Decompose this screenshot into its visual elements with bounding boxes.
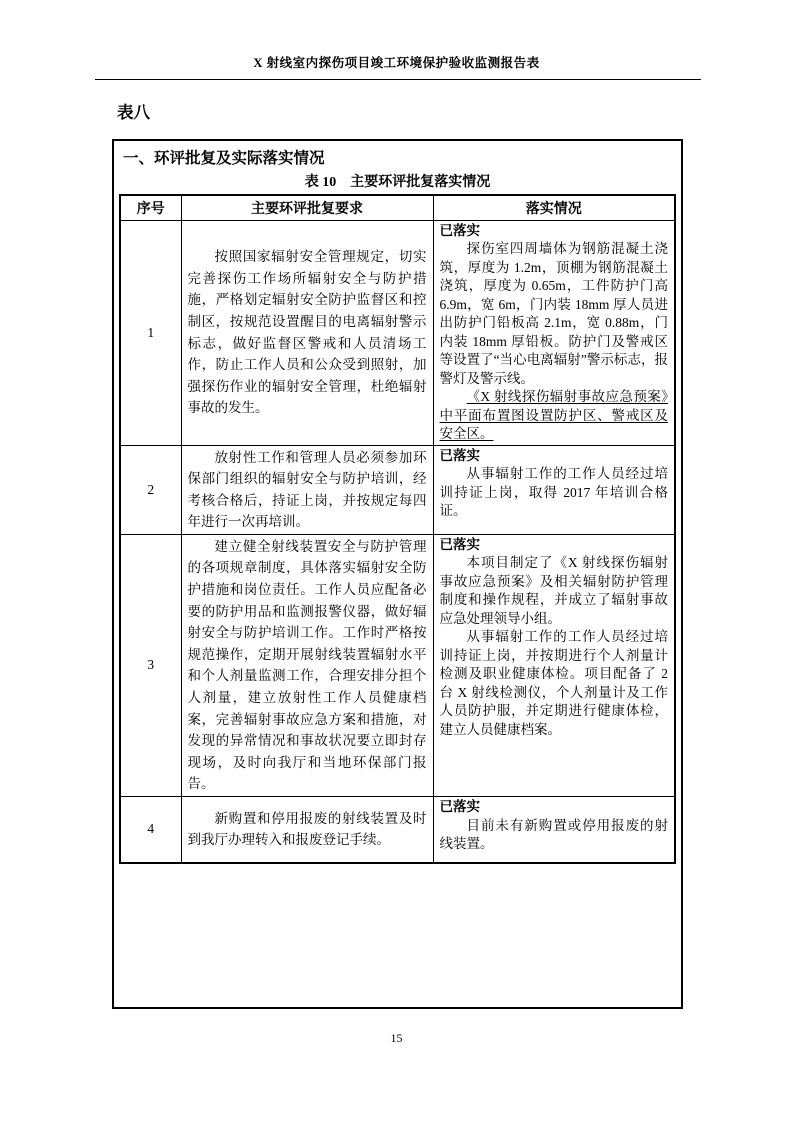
row-number: 2 xyxy=(120,445,181,534)
table-row xyxy=(120,445,675,534)
table-row xyxy=(120,534,675,796)
status-cell xyxy=(433,445,675,534)
status-text: 从事辐射工作的工作人员经过培训持证上岗，并按期进行个人剂量计检测及职业健康体检。项目配备了 2 台 X 射线检测仪，个人剂量计及工作人员防护服，并定期进行健康体检，建立人员健康档案。 xyxy=(439,629,668,737)
col-header-no: 序号 xyxy=(120,195,181,220)
status-text: 从事辐射工作的工作人员经过培训持证上岗，取得 2017 年培训合格证。 xyxy=(439,466,668,518)
status-label: 已落实 xyxy=(439,799,480,814)
status-cell xyxy=(433,797,675,863)
page-header-title: X 射线室内探伤项目竣工环境保护验收监测报告表 xyxy=(253,56,540,70)
status-text: 目前未有新购置或停用报废的射线装置。 xyxy=(439,817,668,851)
table-row xyxy=(120,797,675,863)
row-number: 3 xyxy=(120,534,181,796)
requirement-cell xyxy=(181,445,433,534)
col-header-requirement: 主要环评批复要求 xyxy=(181,195,433,220)
status-text: 本项目制定了《X 射线探伤辐射事故应急预案》及相关辐射防护管理制度和操作规程，并成立了辐射事故应急处理领导小组。 xyxy=(439,555,668,626)
table-header-row xyxy=(120,195,675,220)
status-cell xyxy=(433,534,675,796)
table-row xyxy=(120,220,675,445)
col-header-status: 落实情况 xyxy=(433,195,675,220)
requirement-text: 放射性工作和管理人员必须参加环保部门组织的辐射安全与防护培训，经考核合格后，持证上岗，并按规定每四年进行一次再培训。 xyxy=(187,449,427,530)
content-box xyxy=(112,139,683,1009)
page-header-rule xyxy=(95,79,701,80)
requirement-cell xyxy=(181,534,433,796)
sheet-label: 表八 xyxy=(117,103,150,122)
requirement-cell xyxy=(181,797,433,863)
status-text-underlined: 《X 射线探伤辐射事故应急预案》中平面布置图设置防护区、警戒区及安全区。 xyxy=(439,389,668,441)
requirement-text: 新购置和停用报废的射线装置及时到我厅办理转入和报废登记手续。 xyxy=(187,810,427,848)
status-label: 已落实 xyxy=(439,222,480,238)
requirement-cell xyxy=(181,220,433,445)
review-table xyxy=(119,194,676,864)
status-text: 探伤室四周墙体为钢筋混凝土浇筑，厚度为 1.2m，顶棚为钢筋混凝土浇筑，厚度为 0.65m，工件防护门高 6.9m，宽 6m，门内装 18mm 厚人员进出防护门铅板高 2.1m，宽 0.88m，门内装 18mm 厚铅板。防护门及警戒区等设置了“当心电离辐射”警示标志，报警灯及警示线。 xyxy=(439,241,668,386)
status-label: 已落实 xyxy=(439,536,480,552)
requirement-text: 建立健全射线装置安全与防护管理的各项规章制度，具体落实辐射安全防护措施和岗位责任。工作人员应配备必要的防护用品和监测报警仪器，做好辐射安全与防护培训工作。工作时严格按规范操作，定期开展射线装置辐射水平和个人剂量监测工作，合理安排分担个人剂量，建立放射性工作人员健康档案，完善辐射事故应急方案和措施，对发现的异常情况和事故状况要立即封存现场，及时向我厅和当地环保部门报告。 xyxy=(187,538,427,792)
page-number: 15 xyxy=(390,1031,403,1045)
status-label: 已落实 xyxy=(439,447,480,463)
table-caption: 表 10 主要环评批复落实情况 xyxy=(304,175,491,190)
section-title: 一、环评批复及实际落实情况 xyxy=(123,150,325,167)
row-number: 1 xyxy=(120,220,181,445)
status-cell xyxy=(433,220,675,445)
requirement-text: 按照国家辐射安全管理规定，切实完善探伤工作场所辐射安全与防护措施，严格划定辐射安全防护监督区和控制区，按规范设置醒目的电离辐射警示标志，做好监督区警戒和人员清场工作，防止工作人员和公众受到照射，加强探伤作业的辐射安全管理，杜绝辐射事故的发生。 xyxy=(187,249,427,416)
row-number: 4 xyxy=(120,797,181,863)
